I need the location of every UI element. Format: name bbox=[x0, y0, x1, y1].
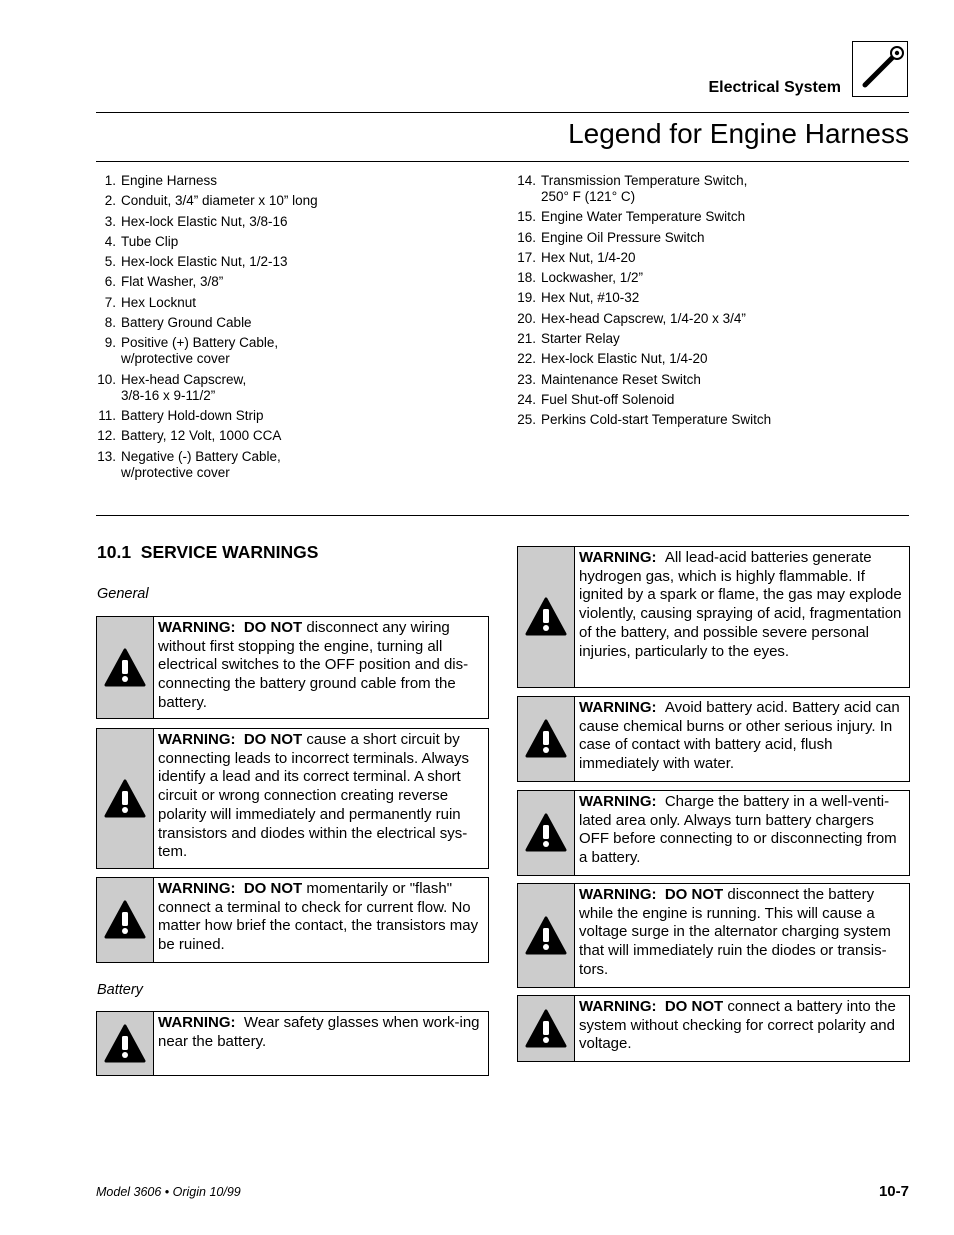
warning-icon bbox=[97, 729, 154, 868]
legend-item bbox=[516, 392, 846, 408]
legend-item-number: 9. bbox=[104, 335, 116, 351]
legend-item bbox=[96, 428, 426, 444]
page-number: 10-7 bbox=[878, 1183, 909, 1200]
warning-emphasis: DO NOT bbox=[243, 619, 303, 636]
legend-item bbox=[516, 270, 846, 286]
legend-item-number: 20. bbox=[517, 310, 536, 326]
legend-item bbox=[96, 274, 426, 290]
legend-item bbox=[96, 214, 426, 230]
legend-item-text-cont: w/protective cover bbox=[121, 351, 230, 367]
legend-item-text: Positive (+) Battery Cable, bbox=[121, 335, 279, 351]
legend-item bbox=[516, 412, 846, 428]
warning-icon bbox=[518, 996, 575, 1061]
legend-item-text: Lockwasher, 1/2” bbox=[541, 270, 644, 286]
warning-label: WARNING: bbox=[158, 880, 236, 897]
warning-text bbox=[575, 697, 909, 781]
warning-icon bbox=[518, 884, 575, 987]
warning-icon bbox=[518, 791, 575, 875]
warning-text bbox=[575, 884, 909, 987]
warning-label: WARNING: bbox=[579, 998, 657, 1015]
legend-item-number: 5. bbox=[104, 254, 116, 270]
legend-item-text: Hex-lock Elastic Nut, 3/8-16 bbox=[121, 213, 288, 229]
warning-icon bbox=[518, 547, 575, 687]
legend-item bbox=[96, 372, 426, 404]
warning-icon bbox=[97, 617, 154, 718]
legend-item bbox=[96, 173, 426, 189]
legend-item-number: 21. bbox=[517, 331, 536, 347]
warning-emphasis: DO NOT bbox=[664, 998, 724, 1015]
warning-icon bbox=[518, 697, 575, 781]
legend-item-number: 25. bbox=[517, 412, 536, 428]
page-title: Legend for Engine Harness bbox=[568, 118, 909, 149]
warning-emphasis: DO NOT bbox=[664, 886, 724, 903]
legend-item-text: Maintenance Reset Switch bbox=[541, 371, 701, 387]
legend-item-number: 1. bbox=[104, 173, 116, 188]
legend-item bbox=[516, 250, 846, 266]
legend-item-number: 14. bbox=[517, 173, 536, 188]
warning-body: disconnect the battery while the engine is running. This will cause a voltage surge in the alternator charging system that will immediately ruin the diodes or transis-tors. bbox=[579, 886, 891, 978]
warning-label: WARNING: bbox=[579, 699, 657, 716]
legend-item-text: Fuel Shut-off Solenoid bbox=[541, 391, 675, 407]
warning-box bbox=[96, 877, 489, 963]
warning-box bbox=[517, 995, 910, 1062]
legend-item-number: 19. bbox=[517, 290, 536, 306]
legend-item-number: 15. bbox=[517, 209, 536, 225]
legend-item-text: Engine Oil Pressure Switch bbox=[541, 229, 705, 245]
warning-text bbox=[575, 547, 909, 687]
warning-text bbox=[154, 617, 488, 718]
legend-item-text: Flat Washer, 3/8” bbox=[121, 274, 224, 290]
legend-item bbox=[96, 193, 426, 209]
warning-body: momentarily or "flash" connect a terminal to check for current flow. No matter how brief the contact, the transistors may be ruined. bbox=[158, 880, 479, 954]
warning-box bbox=[517, 696, 910, 782]
warning-label: WARNING: bbox=[579, 793, 657, 810]
legend-item bbox=[96, 449, 426, 481]
legend-item-number: 23. bbox=[517, 371, 536, 387]
section-heading bbox=[97, 542, 318, 563]
warning-text bbox=[575, 996, 909, 1061]
legend-item-number: 8. bbox=[104, 315, 116, 331]
legend-item-text-cont: 250° F (121° C) bbox=[541, 189, 636, 204]
warning-label: WARNING: bbox=[579, 549, 657, 566]
legend-item-number: 7. bbox=[104, 294, 116, 310]
legend-item-number: 3. bbox=[104, 213, 116, 229]
legend-item-text: Hex Nut, #10-32 bbox=[541, 290, 640, 306]
legend-item-number: 6. bbox=[104, 274, 116, 290]
legend-list-left bbox=[96, 173, 426, 485]
legend-item-text: Hex-lock Elastic Nut, 1/2-13 bbox=[121, 254, 288, 270]
warning-label: WARNING: bbox=[158, 1014, 236, 1031]
legend-item-number: 24. bbox=[517, 391, 536, 407]
legend-item bbox=[516, 351, 846, 367]
legend-item-number: 10. bbox=[97, 371, 116, 387]
warning-box bbox=[517, 546, 910, 688]
warning-text bbox=[575, 791, 909, 875]
legend-item-text: Hex-lock Elastic Nut, 1/4-20 bbox=[541, 351, 708, 367]
wrench-icon bbox=[852, 41, 908, 97]
legend-item bbox=[96, 254, 426, 270]
section-rule bbox=[96, 515, 909, 516]
legend-item-text: Tube Clip bbox=[121, 233, 179, 249]
warning-label: WARNING: bbox=[158, 731, 236, 748]
legend-item bbox=[516, 290, 846, 306]
subheading-battery: Battery bbox=[97, 982, 143, 998]
subheading-general: General bbox=[97, 586, 149, 602]
legend-item bbox=[96, 295, 426, 311]
warning-box bbox=[96, 1011, 489, 1076]
title-rule bbox=[96, 161, 909, 162]
warning-body: disconnect any wiring without first stopping the engine, turning all electrical switches to the OFF position and dis-connecting the battery ground cable from the battery. bbox=[158, 619, 469, 711]
warning-icon bbox=[97, 1012, 154, 1075]
warning-text bbox=[154, 1012, 488, 1075]
legend-item-text: Transmission Temperature Switch, bbox=[541, 173, 748, 188]
section-title: SERVICE WARNINGS bbox=[140, 542, 319, 562]
legend-item bbox=[96, 315, 426, 331]
legend-item-text: Conduit, 3/4” diameter x 10” long bbox=[121, 193, 318, 209]
warning-body: Wear safety glasses when work-ing near the battery. bbox=[158, 1014, 480, 1050]
legend-item bbox=[96, 335, 426, 367]
legend-list-right bbox=[516, 173, 846, 433]
legend-item bbox=[516, 331, 846, 347]
header-rule bbox=[96, 112, 909, 113]
warning-box bbox=[96, 616, 489, 719]
legend-item bbox=[516, 230, 846, 246]
legend-item-number: 17. bbox=[517, 249, 536, 265]
warning-label: WARNING: bbox=[579, 886, 657, 903]
legend-item-text: Hex-head Capscrew, bbox=[121, 371, 247, 387]
section-name: Electrical System bbox=[708, 79, 841, 96]
legend-item-text-cont: w/protective cover bbox=[121, 464, 230, 480]
legend-item bbox=[96, 408, 426, 424]
legend-item bbox=[516, 372, 846, 388]
warning-body: cause a short circuit by connecting leads to incorrect terminals. Always identify a lead and its correct terminal. A short circuit or wrong connection creating reverse polarity will immediately and permanently ruin transistors and diodes within the electrical sys-tem. bbox=[158, 731, 469, 861]
legend-item-text: Engine Water Temperature Switch bbox=[541, 209, 746, 225]
legend-item bbox=[516, 173, 846, 205]
legend-item-text: Starter Relay bbox=[541, 331, 620, 347]
legend-item-number: 4. bbox=[104, 233, 116, 249]
legend-item-text: Battery, 12 Volt, 1000 CCA bbox=[121, 428, 282, 444]
warning-label: WARNING: bbox=[158, 619, 236, 636]
warning-text bbox=[154, 729, 488, 868]
warning-emphasis: DO NOT bbox=[243, 731, 303, 748]
warning-box bbox=[96, 728, 489, 869]
warning-body: All lead-acid batteries generate hydrogen gas, which is highly flammable. If ignited by a spark or flame, the gas may explode violently, causing spraying of acid, fragmentation of the battery, and possible severe personal injuries, particularly to the eyes. bbox=[579, 549, 902, 660]
legend-item-text: Battery Ground Cable bbox=[121, 315, 252, 331]
legend-item-number: 22. bbox=[517, 351, 536, 367]
warning-box bbox=[517, 790, 910, 876]
legend-item-text: Hex Nut, 1/4-20 bbox=[541, 249, 636, 265]
warning-emphasis: DO NOT bbox=[243, 880, 303, 897]
warning-text bbox=[154, 878, 488, 962]
warning-box bbox=[517, 883, 910, 988]
legend-item bbox=[516, 311, 846, 327]
legend-item-text: Hex Locknut bbox=[121, 294, 197, 310]
legend-item-number: 16. bbox=[517, 229, 536, 245]
warning-body: Avoid battery acid. Battery acid can cause chemical burns or other serious injury. In case of contact with battery acid, flush immediately with water. bbox=[579, 699, 900, 773]
legend-item-number: 13. bbox=[97, 448, 116, 464]
legend-item-text: Hex-head Capscrew, 1/4-20 x 3/4” bbox=[541, 310, 746, 326]
legend-item-text: Engine Harness bbox=[121, 173, 218, 188]
legend-item-number: 11. bbox=[98, 407, 116, 423]
legend-item-text: Perkins Cold-start Temperature Switch bbox=[541, 412, 772, 428]
warning-body: connect a battery into the system without checking for correct polarity and voltage. bbox=[579, 998, 896, 1053]
legend-item-number: 12. bbox=[97, 428, 116, 444]
legend-item-number: 2. bbox=[104, 193, 116, 209]
legend-item-text: Negative (-) Battery Cable, bbox=[121, 448, 281, 464]
legend-item-text: Battery Hold-down Strip bbox=[121, 407, 264, 423]
legend-item bbox=[516, 209, 846, 225]
legend-item-text-cont: 3/8-16 x 9-11/2” bbox=[121, 387, 216, 403]
warning-body: Charge the battery in a well-venti-lated area only. Always turn battery chargers OFF before connecting to or disconnecting from a battery. bbox=[579, 793, 897, 867]
legend-item-number: 18. bbox=[517, 270, 536, 286]
legend-item bbox=[96, 234, 426, 250]
section-number: 10.1 bbox=[97, 542, 132, 562]
footer-model: Model 3606 • Origin 10/99 bbox=[96, 1185, 241, 1199]
warning-icon bbox=[97, 878, 154, 962]
